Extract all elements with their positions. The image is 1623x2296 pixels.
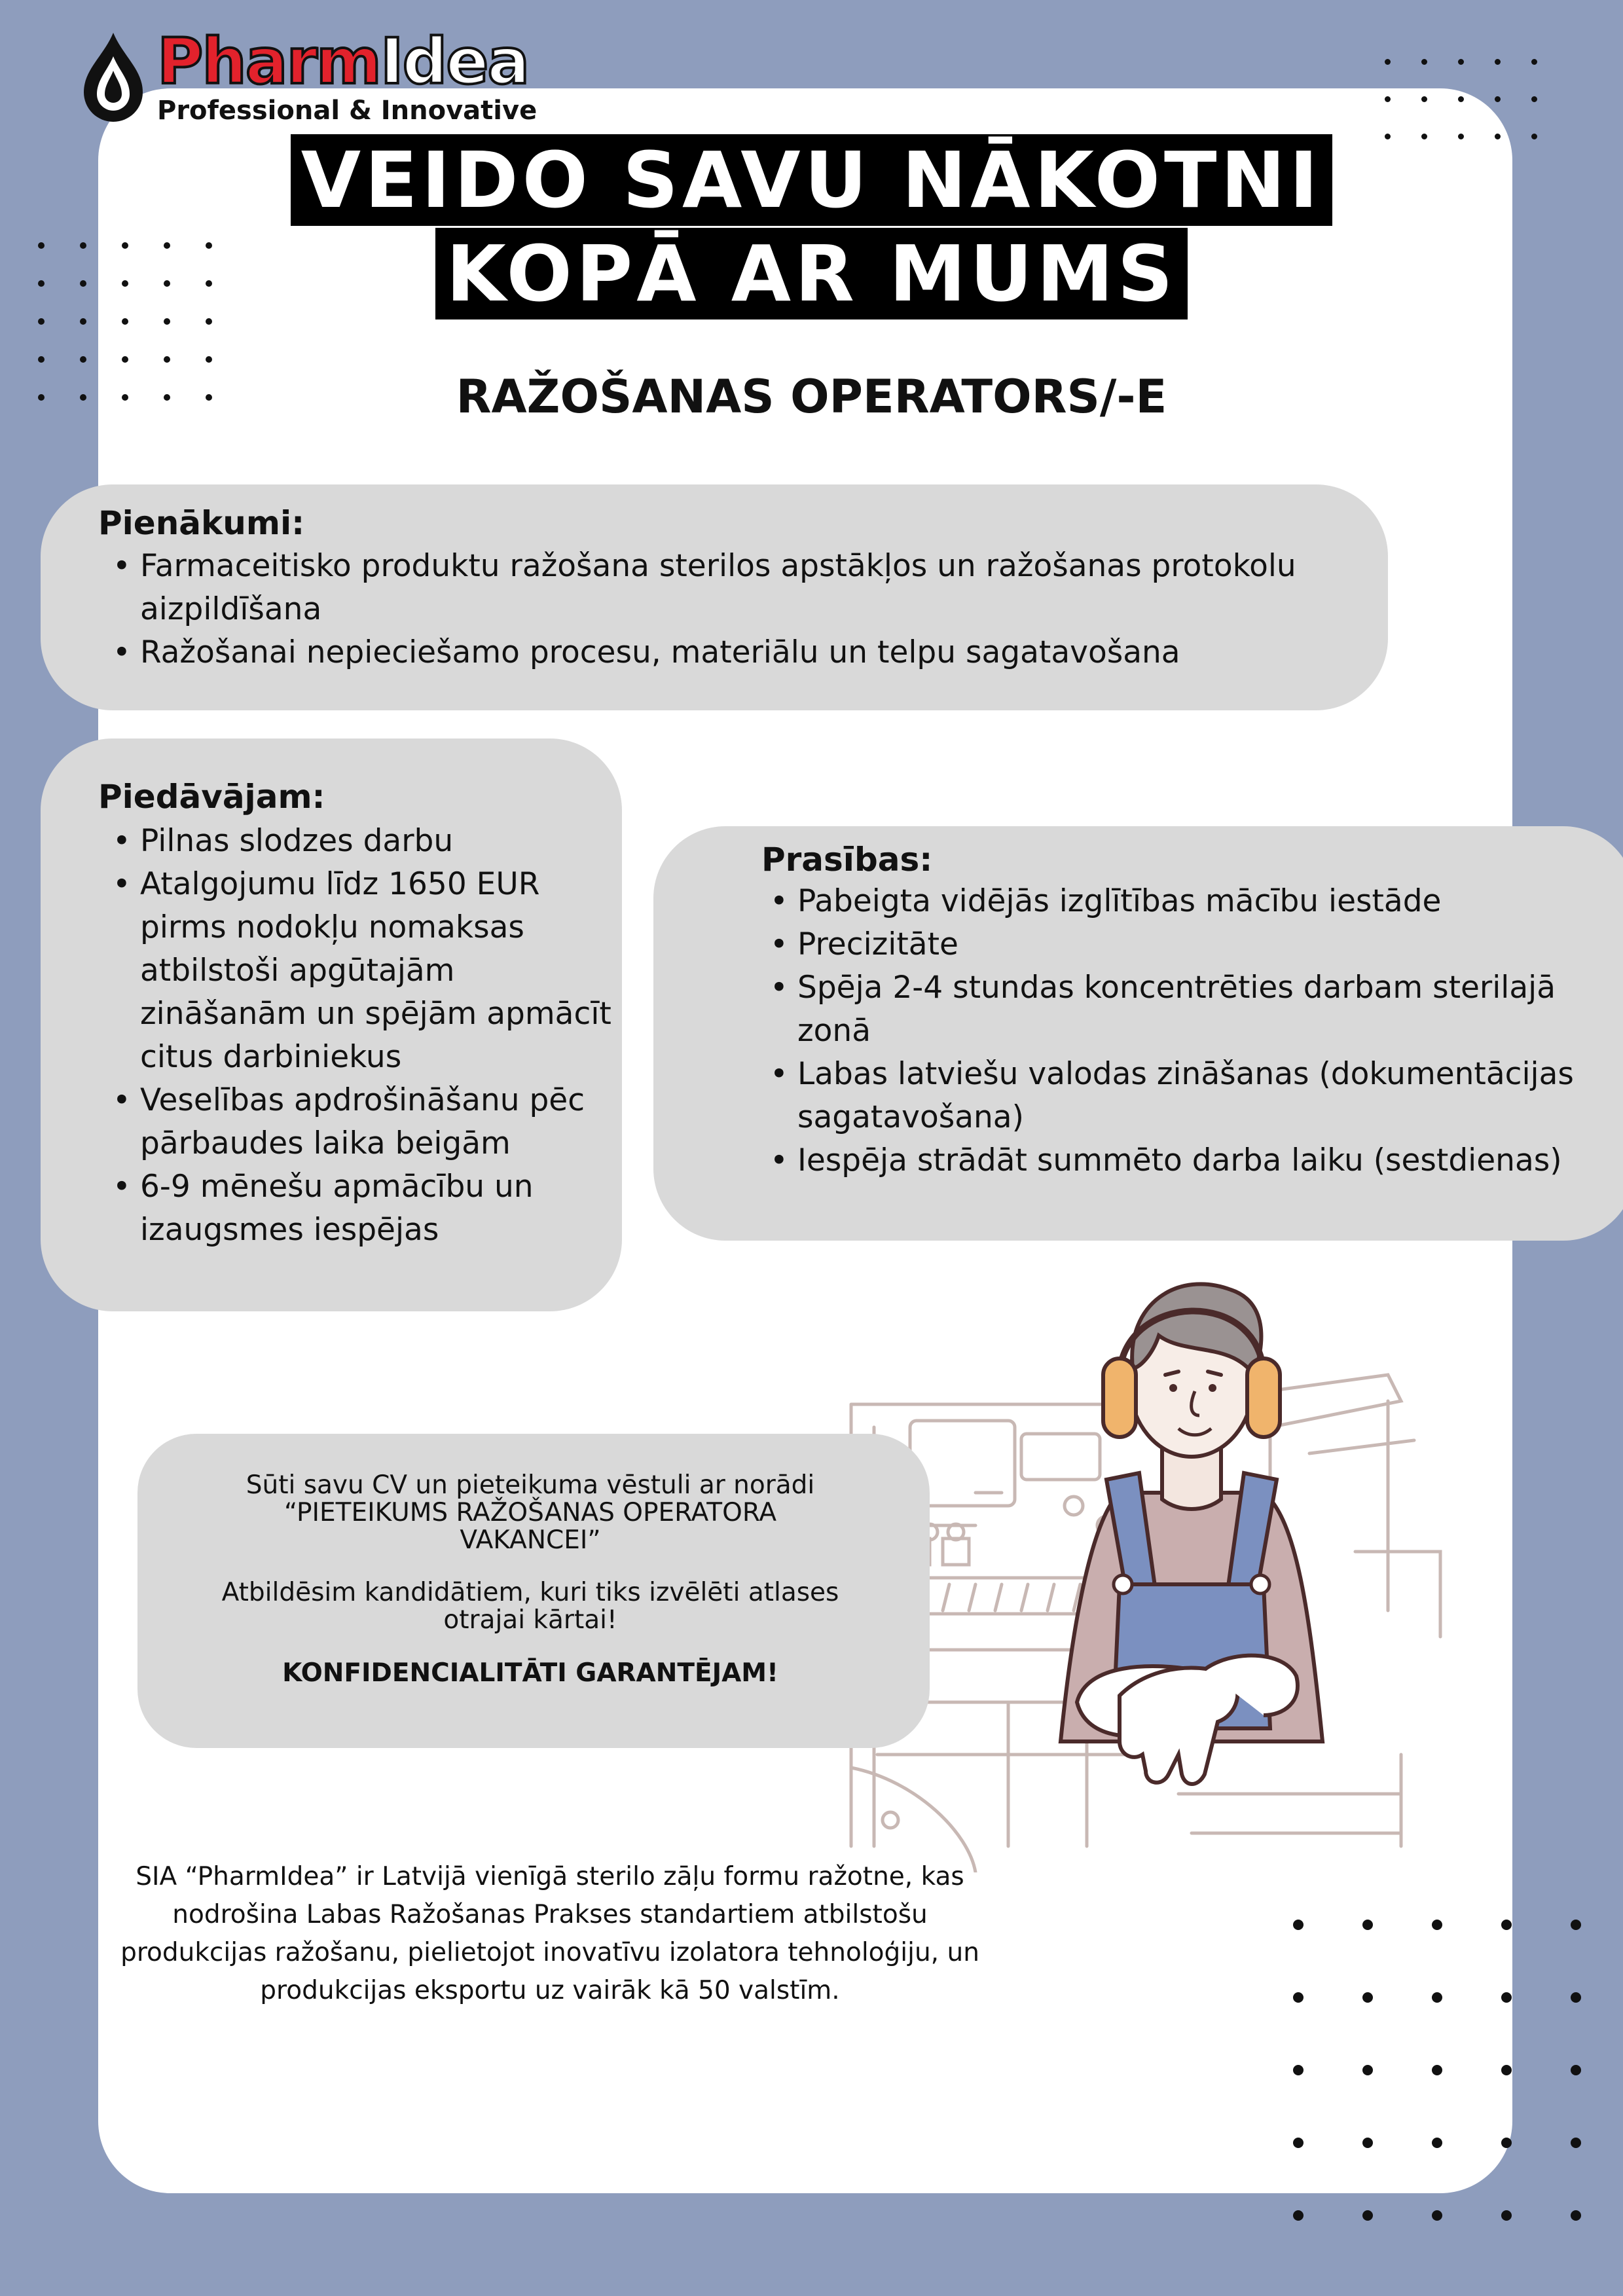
requirements-heading: Prasības: bbox=[761, 841, 933, 879]
apply-instructions: Sūti savu CV un pieteikuma vēstuli ar norādi “PIETEIKUMS RAŽOŠANAS OPERATORA VAKANCEI” bbox=[246, 1470, 815, 1555]
logo-tagline: Professional & Innovative bbox=[157, 96, 538, 126]
list-item: • Atalgojumu līdz 1650 EUR pirms nodokļu nomaksas atbilstoši apgūtajām zināšanām un spējām apmācīt citus darbiniekus bbox=[106, 863, 623, 1079]
headline-text-2: KOPĀ AR MUMS bbox=[435, 228, 1187, 319]
list-item: • 6-9 mēnešu apmācību un izaugsmes iespējas bbox=[106, 1165, 623, 1252]
list-item: • Pilnas slodzes darbu bbox=[106, 820, 623, 863]
pharmidea-logo bbox=[77, 25, 536, 130]
logo-word-pharm: Pharm bbox=[157, 25, 380, 98]
list-item: • Spēja 2-4 stundas koncentrēties darbam sterilajā zonā bbox=[763, 966, 1614, 1053]
confidentiality-note: KONFIDENCIALITĀTI GARANTĒJAM! bbox=[282, 1658, 778, 1688]
offer-list bbox=[106, 820, 623, 1252]
duties-heading: Pienākumi: bbox=[98, 504, 305, 542]
logo-word-idea: Idea bbox=[380, 25, 529, 98]
list-item: • Iespēja strādāt summēto darba laiku (sestdienas) bbox=[763, 1139, 1614, 1182]
list-item: • Ražošanai nepieciešamo procesu, materiālu un telpu sagatavošana bbox=[106, 631, 1350, 674]
apply-box bbox=[137, 1434, 930, 1748]
logo-wordmark bbox=[157, 25, 528, 98]
headline-line-1 bbox=[0, 134, 1623, 226]
requirements-box bbox=[653, 826, 1623, 1241]
list-item: • Labas latviešu valodas zināšanas (dokumentācijas sagatavošana) bbox=[763, 1053, 1614, 1139]
list-item: • Pabeigta vidējās izglītības mācību iestāde bbox=[763, 880, 1614, 923]
drop-icon bbox=[77, 30, 149, 128]
list-item: • Precizitāte bbox=[763, 923, 1614, 966]
position-title: RAŽOŠANAS OPERATORS/-E bbox=[456, 370, 1167, 424]
duties-box bbox=[41, 484, 1388, 710]
decor-dots-bottom-right bbox=[1293, 1920, 1623, 2283]
apply-response-note: Atbildēsim kandidātiem, kuri tiks izvēlēti atlases otrajai kārtai! bbox=[221, 1578, 839, 1635]
duties-list bbox=[106, 545, 1350, 674]
headline-line-2 bbox=[0, 228, 1623, 319]
company-about: SIA “PharmIdea” ir Latvijā vienīgā sterilo zāļu formu ražotne, kas nodrošina Labas Ražošanas Prakses standartiem atbilstošu produkcijas ražošanu, pielietojot inovatīvu izolatora tehnoloģiju, un produkcijas eksportu uz vairāk kā 50 valstīm. bbox=[120, 1862, 979, 2005]
headline-text-1: VEIDO SAVU NĀKOTNI bbox=[291, 134, 1332, 226]
offer-heading: Piedāvājam: bbox=[98, 778, 325, 816]
list-item: • Farmaceitisko produktu ražošana sterilos apstākļos un ražošanas protokolu aizpildīšana bbox=[106, 545, 1350, 631]
requirements-list bbox=[763, 880, 1614, 1182]
offer-box bbox=[41, 738, 622, 1311]
list-item: • Veselības apdrošināšanu pēc pārbaudes laika beigām bbox=[106, 1079, 623, 1165]
